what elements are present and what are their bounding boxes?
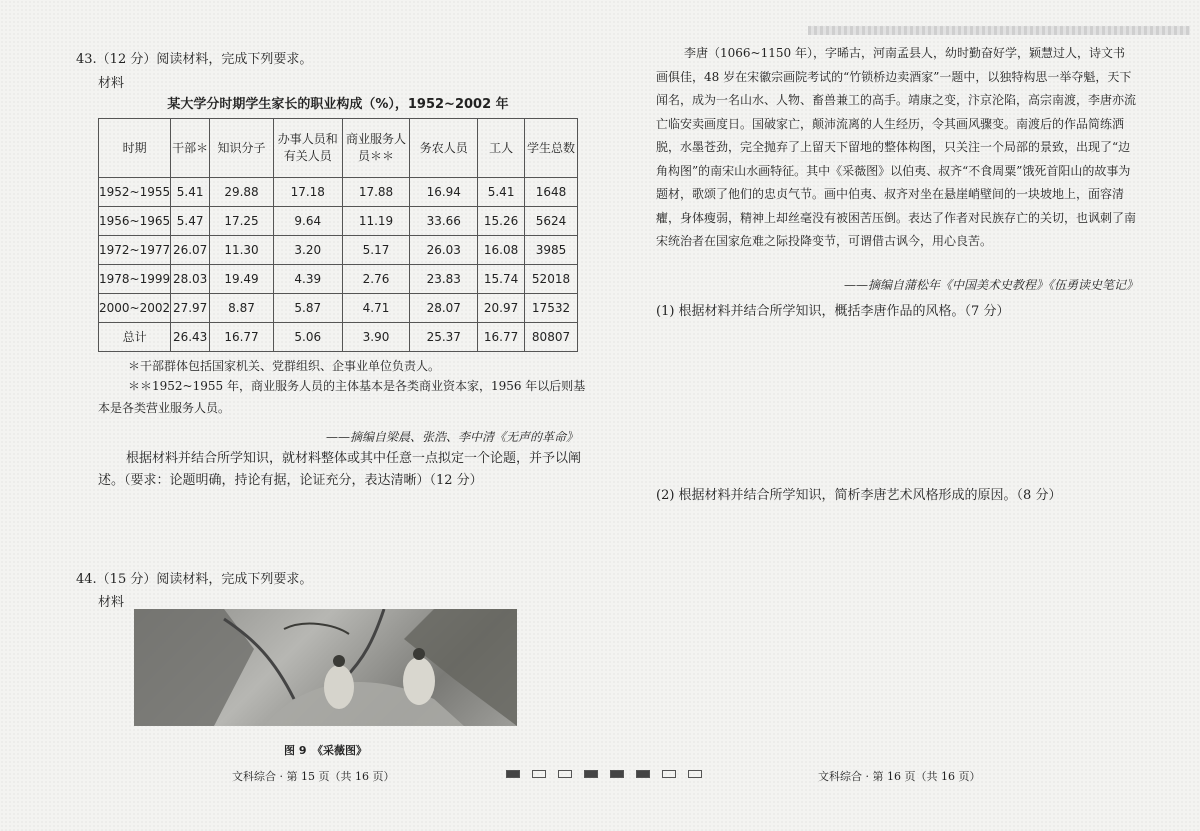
table-cell: 5.87 bbox=[273, 294, 342, 323]
table-cell: 17532 bbox=[525, 294, 578, 323]
q43-source: ——摘编自梁晨、张浩、李中清《无声的革命》 bbox=[325, 430, 578, 444]
top-gray-bar bbox=[808, 26, 1190, 35]
q44-paragraph: 李唐（1066~1150 年），字晞古，河南孟县人，幼时勤奋好学，颖慧过人，诗文书画俱佳，48 岁在宋徽宗画院考试的“竹锁桥边卖酒家”一题中，以独特构思一举夺魁，天下闻名，成为一名山水、人物、畜兽兼工的高手。靖康之变，汴京沦陷，高宗南渡，李唐亦流亡临安卖画度日。国破家亡，颠沛流离的人生经历，令其画风骤变。南渡后的作品简练洒脱，水墨苍劲，完全抛弃了上留天下留地的整体构图，只关注一个局部的景致，出现了“边角构图”的南宋山水画特征。其中《采薇图》以伯夷、叔齐“不食周粟”饿死首阳山的故事为题材，歌颂了他们的忠贞气节。画中伯夷、叔齐对坐在悬崖峭壁间的一块坡地上，面容清癯，身体瘦弱，精神上却丝毫没有被困苦压倒。表达了作者对民族存亡的关切，也讽刺了南宋统治者在国家危难之际投降变节，可谓借古讽今，用心良苦。 bbox=[656, 46, 1137, 248]
caiwei-painting-image bbox=[134, 609, 517, 726]
table-cell: 16.77 bbox=[478, 323, 525, 352]
table-cell: 4.71 bbox=[342, 294, 410, 323]
table-cell: 5.17 bbox=[342, 236, 410, 265]
table-cell: 总计 bbox=[99, 323, 171, 352]
table-row bbox=[99, 207, 578, 236]
col-worker: 工人 bbox=[478, 119, 525, 178]
table-row-total bbox=[99, 323, 578, 352]
table-cell: 28.07 bbox=[410, 294, 478, 323]
table-cell: 11.19 bbox=[342, 207, 410, 236]
col-total-students: 学生总数 bbox=[525, 119, 578, 178]
footer-mark bbox=[688, 770, 702, 778]
table-cell: 26.43 bbox=[171, 323, 210, 352]
table-cell: 5.47 bbox=[171, 207, 210, 236]
footer-mark bbox=[558, 770, 572, 778]
table-row bbox=[99, 265, 578, 294]
table-title: 某大学分时期学生家长的职业构成（%），1952~2002 年 bbox=[167, 97, 509, 112]
q44-header: 44.（15 分）阅读材料，完成下列要求。 bbox=[76, 572, 313, 587]
footer-mark bbox=[610, 770, 624, 778]
table-cell: 4.39 bbox=[273, 265, 342, 294]
table-cell: 8.87 bbox=[210, 294, 274, 323]
table-cell: 17.25 bbox=[210, 207, 274, 236]
table-cell: 27.97 bbox=[171, 294, 210, 323]
q44-material-label: 材料 bbox=[98, 595, 125, 610]
table-row bbox=[99, 178, 578, 207]
table-cell: 5624 bbox=[525, 207, 578, 236]
table-note-2: ＊＊1952~1955 年，商业服务人员的主体基本是各类商业资本家，1956 年以后则基本是各类营业服务人员。 bbox=[98, 379, 586, 415]
table-cell: 17.88 bbox=[342, 178, 410, 207]
table-cell: 1956~1965 bbox=[99, 207, 171, 236]
col-clerk: 办事人员和有关人员 bbox=[273, 119, 342, 178]
table-cell: 1648 bbox=[525, 178, 578, 207]
col-farmer: 务农人员 bbox=[410, 119, 478, 178]
table-cell: 5.06 bbox=[273, 323, 342, 352]
q43-task: 根据材料并结合所学知识，就材料整体或其中任意一点拟定一个论题，并予以阐述。（要求：论题明确，持论有据，论证充分，表达清晰）（12 分） bbox=[98, 451, 582, 488]
table-cell: 3985 bbox=[525, 236, 578, 265]
table-cell: 2.76 bbox=[342, 265, 410, 294]
footer-right: 文科综合 · 第 16 页（共 16 页） bbox=[818, 770, 981, 783]
table-header-row bbox=[99, 119, 578, 178]
table-cell: 28.03 bbox=[171, 265, 210, 294]
table-cell: 25.37 bbox=[410, 323, 478, 352]
table-cell: 52018 bbox=[525, 265, 578, 294]
table-cell: 11.30 bbox=[210, 236, 274, 265]
footer-mark bbox=[532, 770, 546, 778]
table-cell: 9.64 bbox=[273, 207, 342, 236]
table-cell: 16.77 bbox=[210, 323, 274, 352]
q44-subquestion-2: (2) 根据材料并结合所学知识，简析李唐艺术风格形成的原因。（8 分） bbox=[656, 488, 1062, 503]
table-row bbox=[99, 294, 578, 323]
table-cell: 2000~2002 bbox=[99, 294, 171, 323]
col-intellectual: 知识分子 bbox=[210, 119, 274, 178]
q44-source: ——摘编自蒲松年《中国美术史教程》《伍勇读史笔记》 bbox=[843, 278, 1138, 292]
table-cell: 3.20 bbox=[273, 236, 342, 265]
table-cell: 80807 bbox=[525, 323, 578, 352]
table-cell: 19.49 bbox=[210, 265, 274, 294]
table-cell: 15.26 bbox=[478, 207, 525, 236]
table-cell: 1972~1977 bbox=[99, 236, 171, 265]
footer-mark bbox=[636, 770, 650, 778]
figure-caption: 图 9 《采薇图》 bbox=[284, 744, 367, 757]
table-cell: 5.41 bbox=[171, 178, 210, 207]
table-cell: 15.74 bbox=[478, 265, 525, 294]
table-cell: 1978~1999 bbox=[99, 265, 171, 294]
table-cell: 16.08 bbox=[478, 236, 525, 265]
table-note-1: ＊干部群体包括国家机关、党群组织、企事业单位负责人。 bbox=[128, 359, 441, 373]
table-cell: 26.03 bbox=[410, 236, 478, 265]
table-cell: 29.88 bbox=[210, 178, 274, 207]
col-period: 时期 bbox=[99, 119, 171, 178]
table-cell: 26.07 bbox=[171, 236, 210, 265]
table-cell: 17.18 bbox=[273, 178, 342, 207]
table-row bbox=[99, 236, 578, 265]
footer-mark bbox=[506, 770, 520, 778]
table-cell: 23.83 bbox=[410, 265, 478, 294]
footer-registration-marks bbox=[506, 770, 702, 778]
table-cell: 20.97 bbox=[478, 294, 525, 323]
table-cell: 3.90 bbox=[342, 323, 410, 352]
q43-material-label: 材料 bbox=[98, 76, 125, 91]
col-cadre: 干部＊ bbox=[171, 119, 210, 178]
footer-mark bbox=[584, 770, 598, 778]
table-cell: 33.66 bbox=[410, 207, 478, 236]
occupation-table bbox=[98, 118, 578, 352]
col-commerce: 商业服务人员＊＊ bbox=[342, 119, 410, 178]
table-cell: 5.41 bbox=[478, 178, 525, 207]
footer-left: 文科综合 · 第 15 页（共 16 页） bbox=[232, 770, 395, 783]
q43-header: 43.（12 分）阅读材料，完成下列要求。 bbox=[76, 52, 313, 67]
table-cell: 1952~1955 bbox=[99, 178, 171, 207]
table-cell: 16.94 bbox=[410, 178, 478, 207]
q44-subquestion-1: (1) 根据材料并结合所学知识，概括李唐作品的风格。（7 分） bbox=[656, 304, 1010, 319]
footer-mark bbox=[662, 770, 676, 778]
